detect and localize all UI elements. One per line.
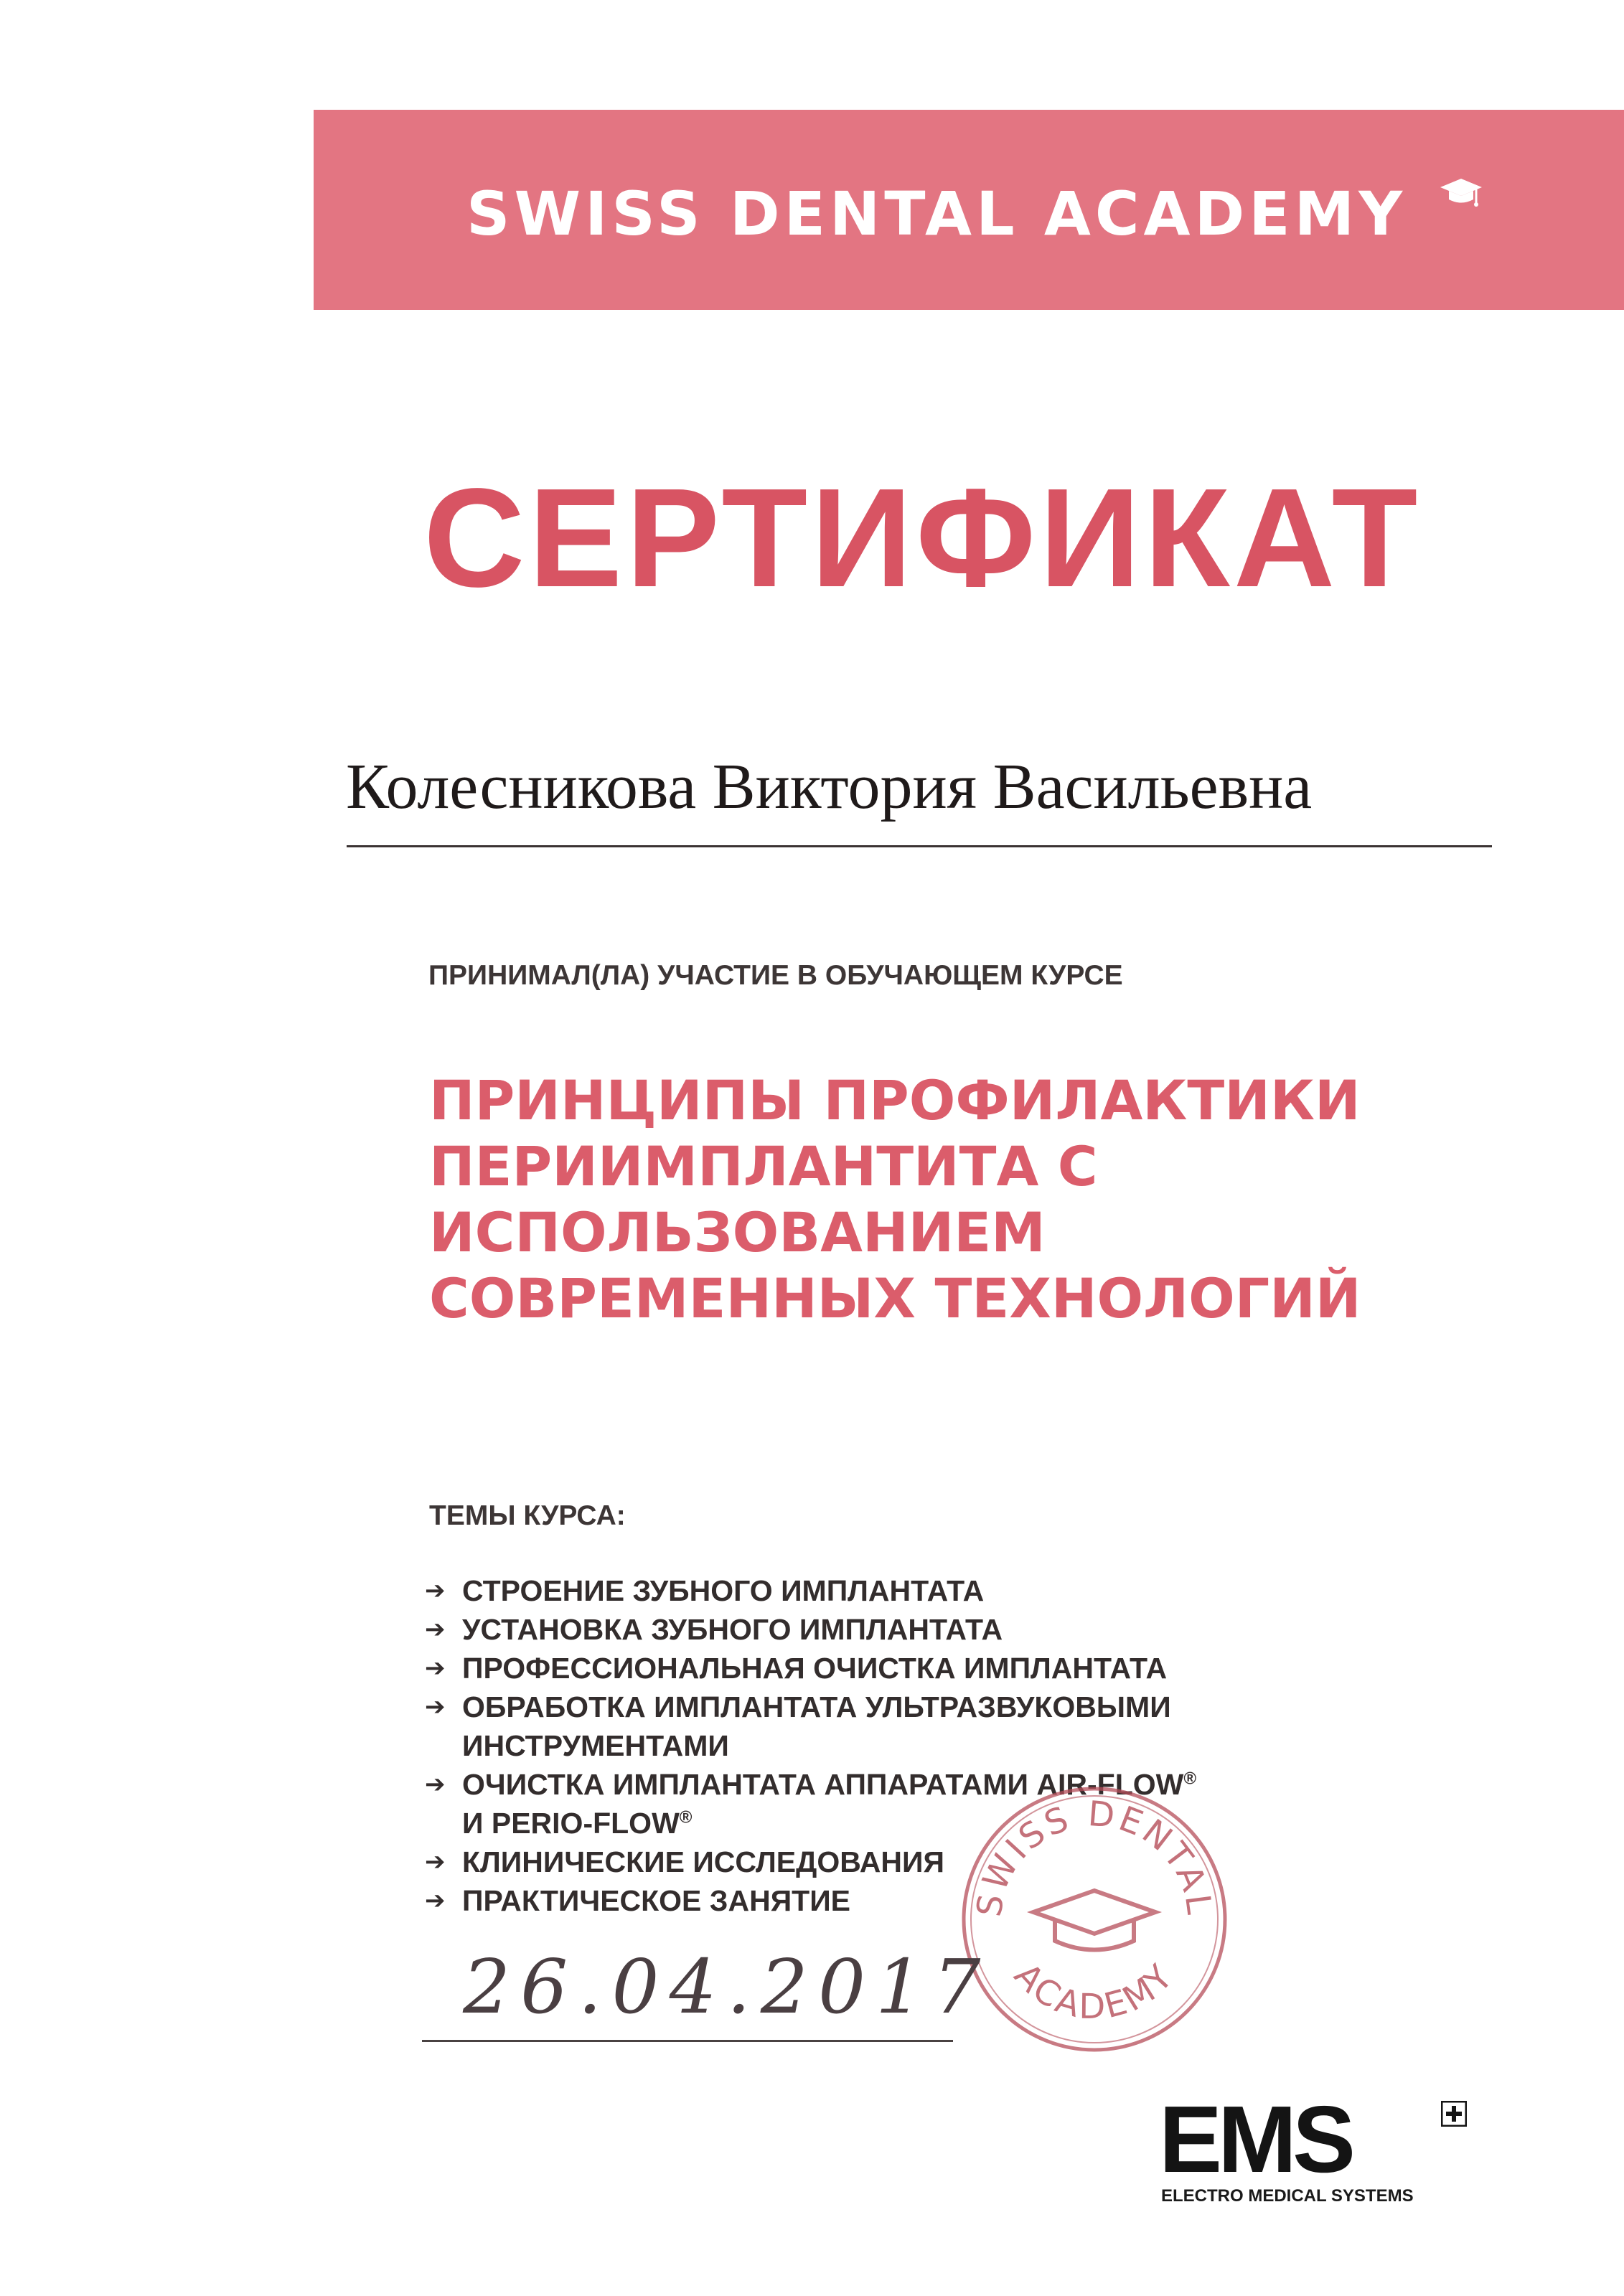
topic-text: И PERIO-FLOW® — [462, 1807, 693, 1840]
svg-text:SWISS DENTAL — [969, 1794, 1219, 1919]
course-title-line: СОВРЕМЕННЫХ ТЕХНОЛОГИЙ — [429, 1266, 1361, 1330]
recipient-name: Колесникова Виктория Васильевна — [346, 751, 1313, 822]
stamp-top-text: SWISS DENTAL — [969, 1793, 1220, 1919]
ems-logo-text: EMS — [1159, 2086, 1352, 2192]
topic-text: ПРАКТИЧЕСКОЕ ЗАНЯТИЕ — [462, 1884, 851, 1917]
swiss-cross-icon — [1441, 2101, 1467, 2127]
topic-text: СТРОЕНИЕ ЗУБНОГО ИМПЛАНТАТА — [462, 1574, 985, 1607]
arrow-right-icon: ➔ — [425, 1577, 446, 1604]
academy-stamp — [958, 1783, 1231, 2056]
course-title-line: ИСПОЛЬЗОВАНИЕМ — [429, 1200, 1046, 1264]
topic-item — [425, 1688, 1358, 1765]
arrow-right-icon: ➔ — [425, 1848, 446, 1876]
course-title-line: ПРИНЦИПЫ ПРОФИЛАКТИКИ — [429, 1068, 1361, 1132]
ems-subtitle: ELECTRO MEDICAL SYSTEMS — [1161, 2186, 1414, 2206]
graduation-cap-icon — [1439, 176, 1483, 213]
topic-text: ОБРАБОТКА ИМПЛАНТАТА УЛЬТРАЗВУКОВЫМИ — [462, 1690, 1171, 1723]
date-underline — [422, 2040, 953, 2042]
arrow-right-icon: ➔ — [425, 1771, 446, 1798]
course-title — [429, 1068, 1506, 1332]
topic-text: ПРОФЕССИОНАЛЬНАЯ ОЧИСТКА ИМПЛАНТАТА — [462, 1652, 1168, 1685]
date-handwritten: 26.04.2017 — [463, 1943, 991, 2031]
topic-item — [425, 1610, 1358, 1649]
topic-text: ОЧИСТКА ИМПЛАНТАТА АППАРАТАМИ AIR-FLOW® — [462, 1768, 1197, 1801]
topic-text: УСТАНОВКА ЗУБНОГО ИМПЛАНТАТА — [462, 1613, 1003, 1646]
svg-text:ACADEMY — [1006, 1955, 1182, 2027]
arrow-right-icon: ➔ — [425, 1887, 446, 1914]
participation-text: ПРИНИМАЛ(ЛА) УЧАСТИЕ В ОБУЧАЮЩЕМ КУРСЕ — [428, 960, 1123, 991]
registered-mark: ® — [679, 1807, 693, 1827]
topic-item — [425, 1649, 1358, 1688]
topic-item — [425, 1571, 1358, 1610]
topics-label: ТЕМЫ КУРСА: — [429, 1500, 626, 1531]
topic-text: ИНСТРУМЕНТАМИ — [462, 1729, 729, 1762]
ems-logo — [1159, 2086, 1475, 2192]
course-title-line: ПЕРИИМПЛАНТИТА С — [429, 1134, 1098, 1198]
topic-text: КЛИНИЧЕСКИЕ ИССЛЕДОВАНИЯ — [462, 1845, 944, 1878]
certificate-title: СЕРТИФИКАТ — [423, 459, 1422, 616]
stamp-bottom-text: ACADEMY — [1006, 1955, 1183, 2028]
academy-name: SWISS DENTAL ACADEMY — [466, 179, 1407, 249]
arrow-right-icon: ➔ — [425, 1693, 446, 1721]
stamp-cap-icon — [1033, 1891, 1155, 1950]
name-underline — [347, 845, 1492, 847]
registered-mark: ® — [1183, 1769, 1197, 1789]
arrow-right-icon: ➔ — [425, 1616, 446, 1643]
arrow-right-icon: ➔ — [425, 1655, 446, 1682]
